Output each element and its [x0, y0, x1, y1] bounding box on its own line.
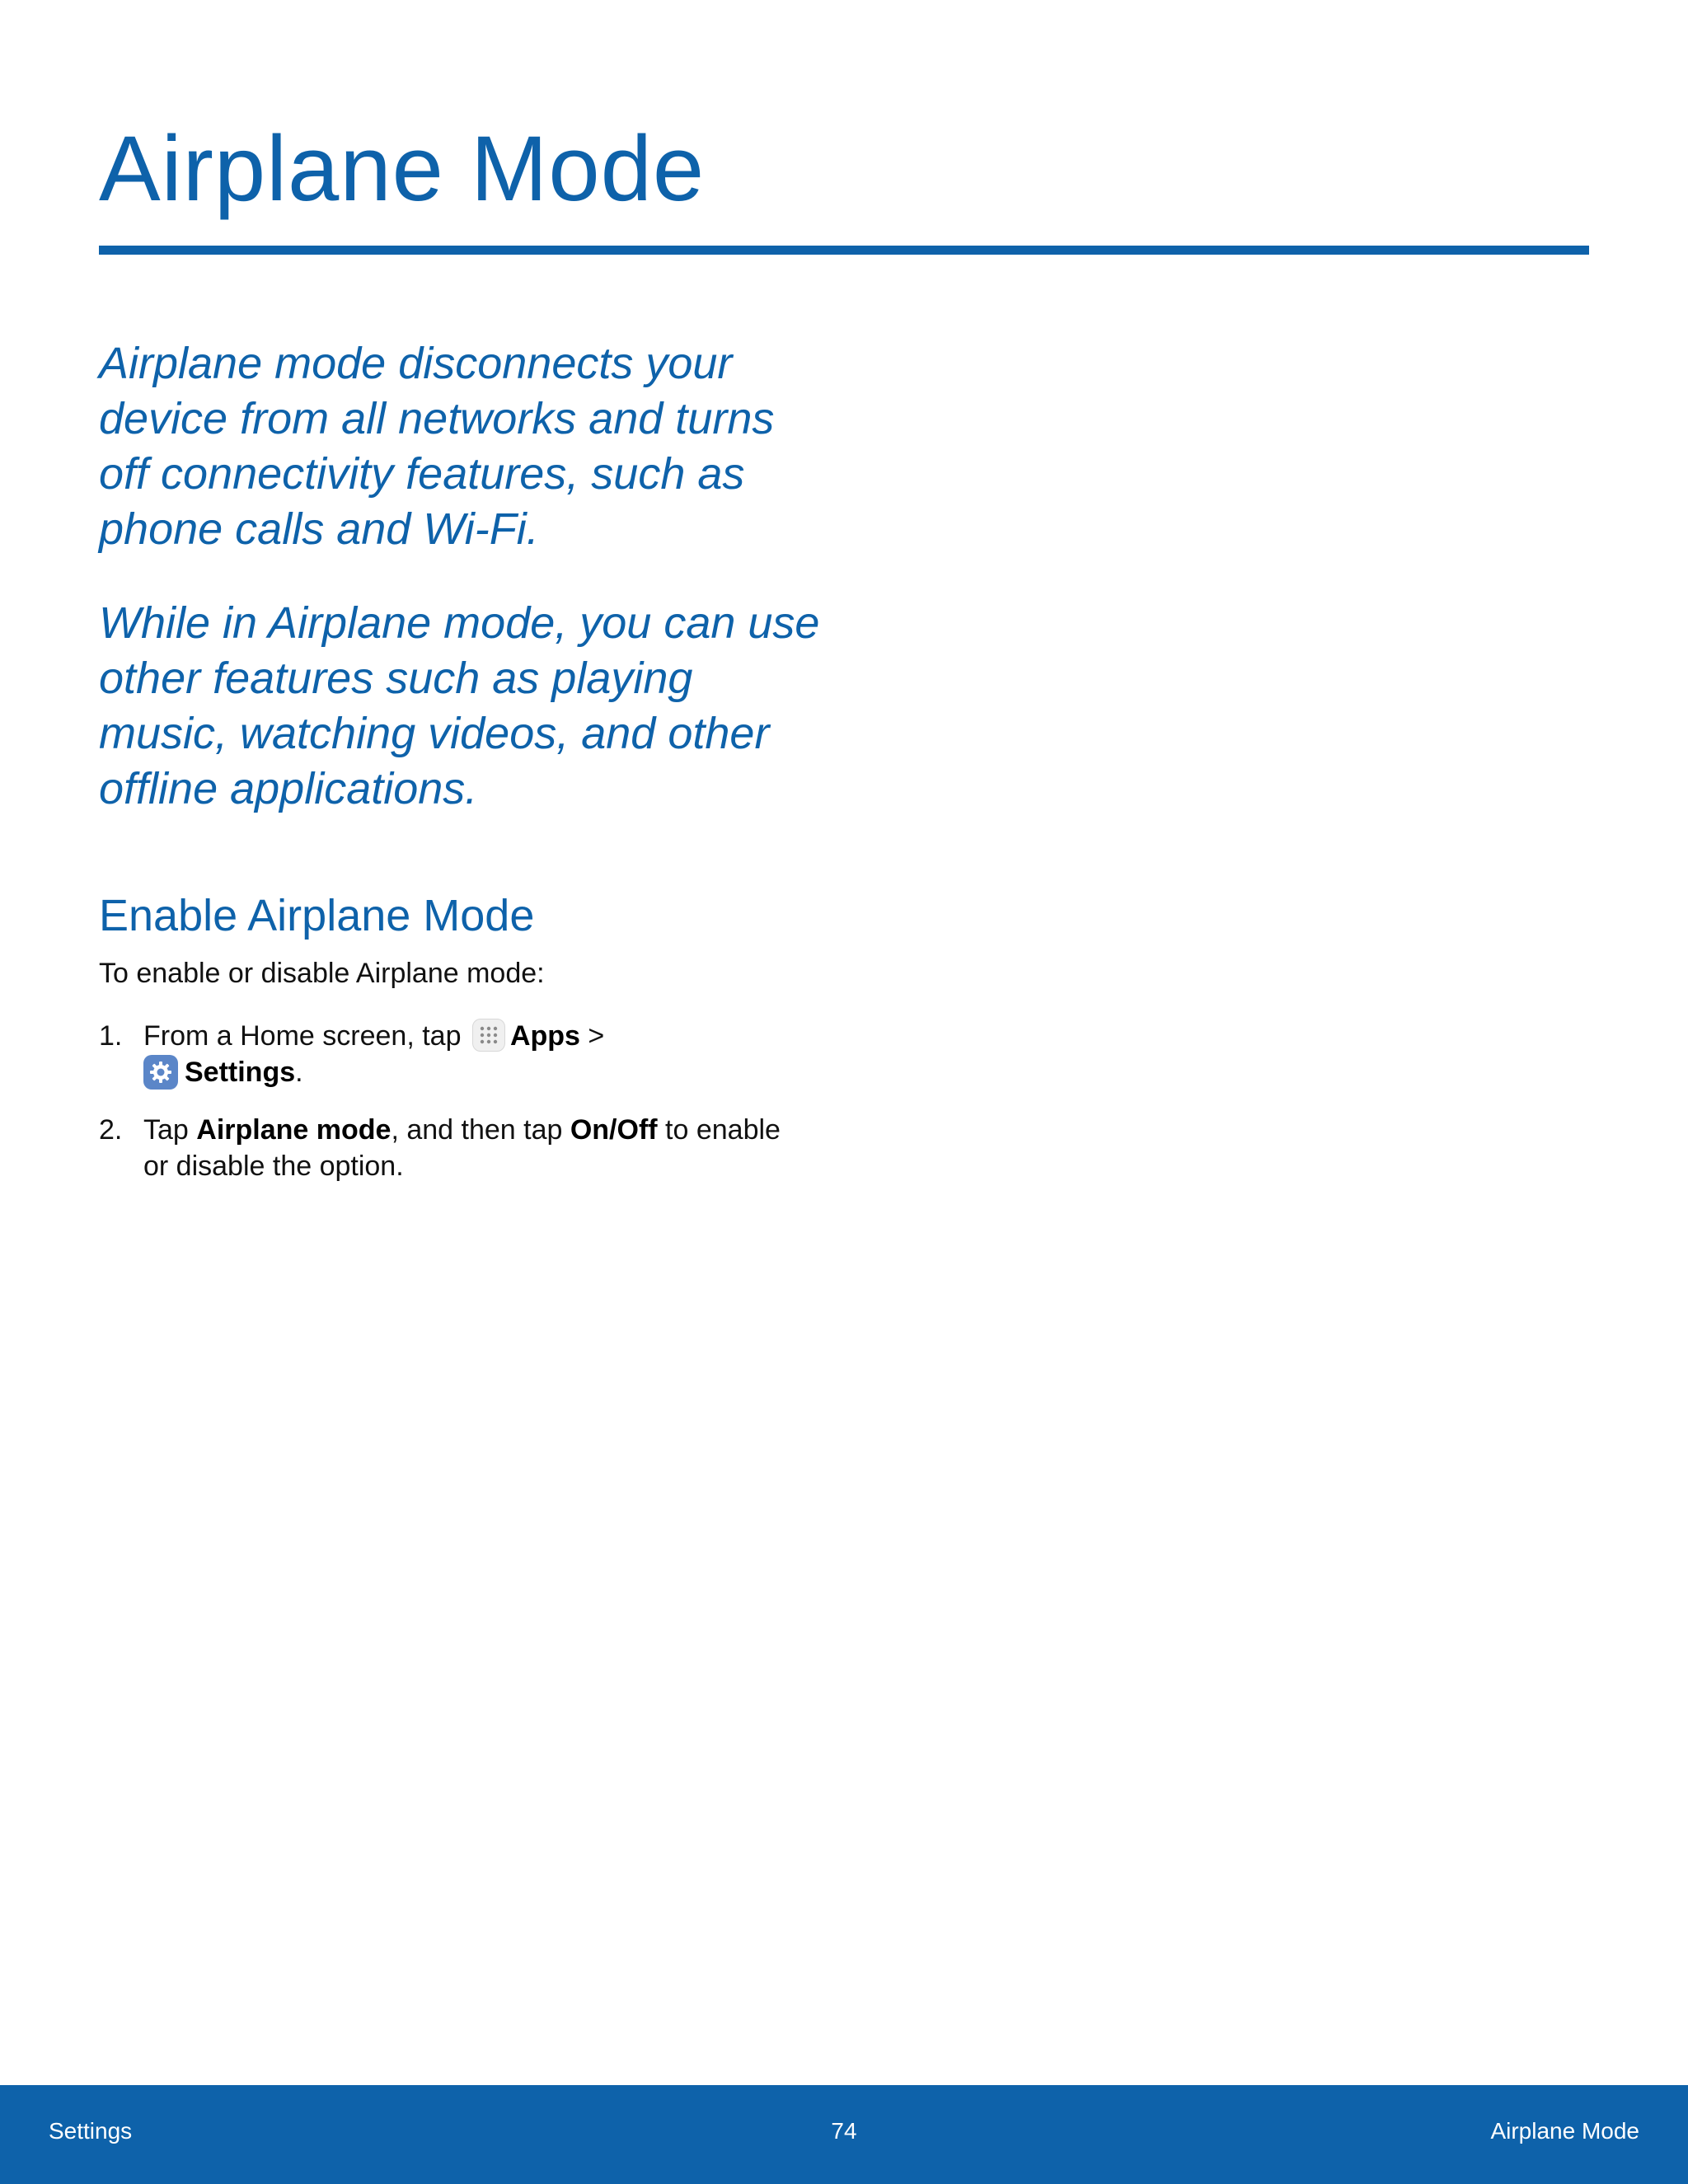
title-rule [99, 246, 1589, 255]
step-2 [99, 1112, 783, 1184]
step-text-separator: > [579, 1020, 605, 1052]
step-text: Tap [143, 1114, 197, 1146]
step-1 [99, 1018, 783, 1090]
step-text-end: to enable or disable the option. [143, 1114, 781, 1182]
page-title: Airplane Mode [99, 117, 706, 220]
settings-label: Settings [185, 1057, 296, 1088]
steps-list [99, 1018, 783, 1206]
step-number: 2. [99, 1114, 123, 1146]
step-text-end: . [295, 1057, 303, 1088]
footer-section: Airplane Mode [1490, 2118, 1639, 2144]
footer-chapter: Settings [49, 2118, 133, 2144]
page-footer [0, 2085, 1688, 2184]
apps-icon [472, 1019, 505, 1052]
step-text-middle: , and then tap [391, 1114, 570, 1146]
settings-icon [143, 1055, 178, 1090]
on-off-label: On/Off [570, 1114, 658, 1146]
intro-paragraph-1: Airplane mode disconnects your device from all networks and turns off connectivity features, such as phone calls and Wi-Fi. [99, 339, 775, 554]
intro-paragraph-2: While in Airplane mode, you can use other features such as playing music, watching videos, and other offline applications. [99, 598, 820, 813]
step-text: From a Home screen, tap [143, 1020, 462, 1052]
apps-label: Apps [509, 1020, 580, 1052]
step-number: 1. [99, 1020, 123, 1052]
section-heading: Enable Airplane Mode [99, 891, 535, 940]
section-lead: To enable or disable Airplane mode: [99, 958, 545, 989]
footer-page-number: 74 [831, 2118, 857, 2144]
airplane-mode-label: Airplane mode [196, 1114, 392, 1146]
